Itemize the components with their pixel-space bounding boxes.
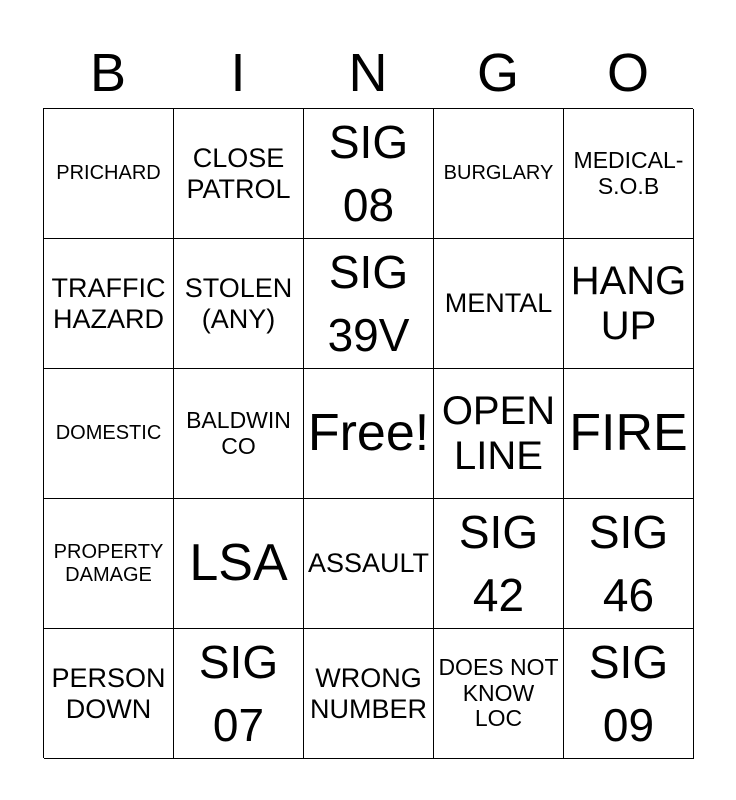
bingo-card-grid	[43, 108, 693, 758]
bingo-cell[interactable]: LSA	[174, 499, 304, 629]
bingo-cell-free[interactable]: Free!	[304, 369, 434, 499]
bingo-cell[interactable]: DOES NOT KNOW LOC	[434, 629, 564, 759]
bingo-cell[interactable]: SIG 46	[564, 499, 694, 629]
bingo-cell[interactable]: BALDWIN CO	[174, 369, 304, 499]
header-letter-i: I	[230, 43, 246, 103]
header-letter-n: N	[348, 43, 388, 103]
bingo-cell[interactable]: TRAFFIC HAZARD	[44, 239, 174, 369]
bingo-cell[interactable]: SIG 39V	[304, 239, 434, 369]
header-letter-g: G	[476, 43, 519, 103]
bingo-cell[interactable]: SIG 07	[174, 629, 304, 759]
bingo-cell[interactable]: SIG 09	[564, 629, 694, 759]
bingo-cell[interactable]: PERSON DOWN	[44, 629, 174, 759]
bingo-cell[interactable]: CLOSE PATROL	[174, 109, 304, 239]
bingo-cell[interactable]: OPEN LINE	[434, 369, 564, 499]
header-letter-o: O	[606, 43, 649, 103]
bingo-cell[interactable]: SIG 08	[304, 109, 434, 239]
bingo-cell[interactable]: SIG 42	[434, 499, 564, 629]
bingo-cell[interactable]: FIRE	[564, 369, 694, 499]
bingo-cell[interactable]: STOLEN (ANY)	[174, 239, 304, 369]
header-letter-b: B	[89, 43, 127, 103]
bingo-cell[interactable]: HANG UP	[564, 239, 694, 369]
bingo-header	[43, 42, 693, 104]
bingo-cell[interactable]: MENTAL	[434, 239, 564, 369]
bingo-cell[interactable]: DOMESTIC	[44, 369, 174, 499]
bingo-cell[interactable]: WRONG NUMBER	[304, 629, 434, 759]
bingo-cell[interactable]: ASSAULT	[304, 499, 434, 629]
bingo-cell[interactable]: BURGLARY	[434, 109, 564, 239]
bingo-cell[interactable]: MEDICAL-S.O.B	[564, 109, 694, 239]
bingo-cell[interactable]: PROPERTY DAMAGE	[44, 499, 174, 629]
bingo-cell[interactable]: PRICHARD	[44, 109, 174, 239]
